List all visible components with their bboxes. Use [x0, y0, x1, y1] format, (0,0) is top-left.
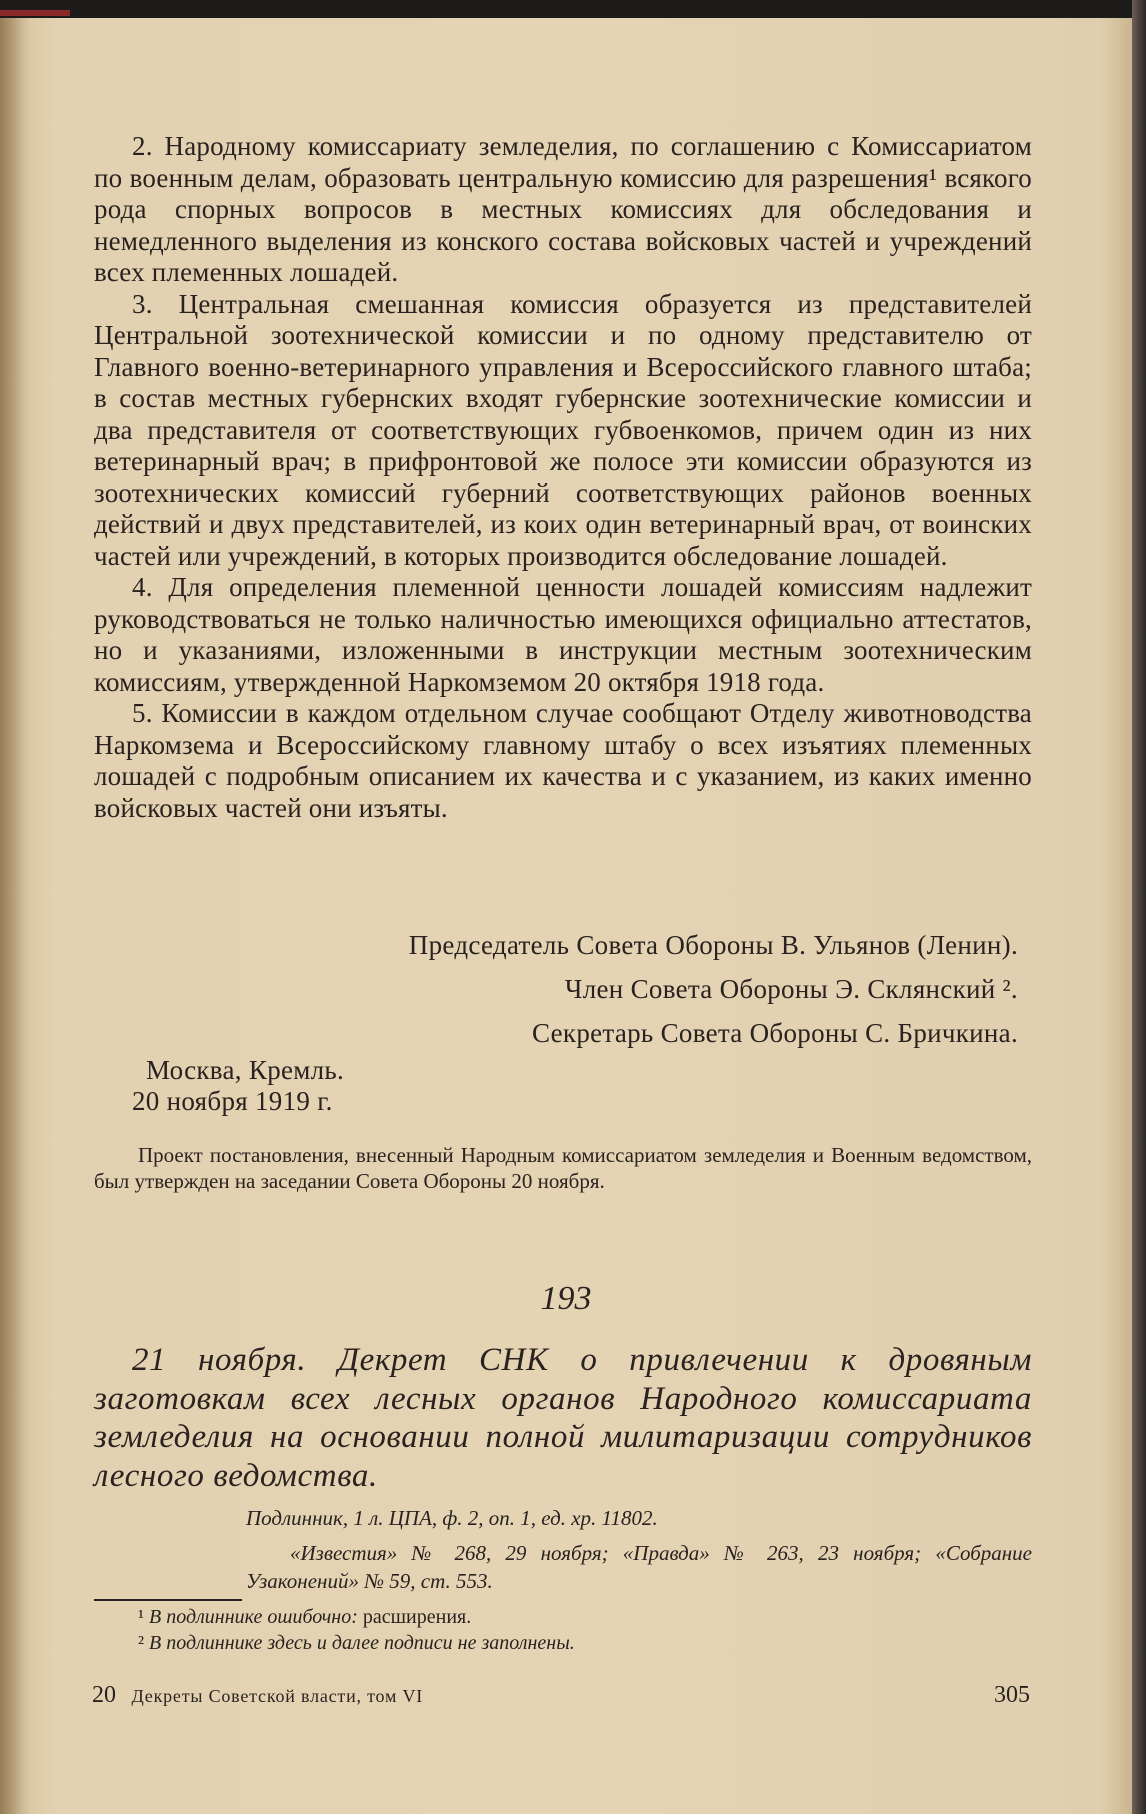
paragraph-2: 2. Народному комиссариату земледелия, по соглашению с Комиссариатом по военным делам, образовать центральную комиссию для разрешения¹ всякого рода спорных вопросов в местных комиссиях для обследования и немедленного выделения из конского состава войсковых частей и учреждений всех племенных лошадей. — [94, 131, 1032, 287]
signature-secretary: Секретарь Совета Обороны С. Бричкина. — [531, 1018, 1018, 1048]
footnote-2 — [138, 1632, 575, 1655]
document-number: 193 — [540, 1280, 592, 1317]
footnote-1-mark: ¹ — [138, 1606, 144, 1628]
paragraph-5: 5. Комиссии в каждом отдельном случае сообщают Отделу животноводства Наркомзема и Всероссийскому главному штабу о всех изъятиях племенных лошадей с подробным описанием их качества и с указанием, из каких именно войсковых частей они изъяты. — [94, 698, 1032, 823]
footnote-rule — [94, 1599, 242, 1601]
paragraph-4: 4. Для определения племенной ценности лошадей комиссиям надлежит руководствоваться не только наличностью имеющихся официально аттестатов, но и указаниями, изложенными в инструкции местным зоотехническим комиссиям, утвержденной Наркомземом 20 октября 1918 года. — [94, 572, 1032, 697]
signature-number: 20 — [92, 1682, 116, 1708]
editorial-note: Проект постановления, внесенный Народным комиссариатом земледелия и Военным ведомством, был утвержден на заседании Совета Обороны 20 ноября. — [94, 1143, 1032, 1193]
place-of-signing: Москва, Кремль. — [146, 1055, 345, 1085]
document-heading: 21 ноября. Декрет СНК о привлечении к дровяным заготовкам всех лесных органов Народного комиссариата земледелия на основании полной милитаризации сотрудников лесного ведомства. — [94, 1342, 1032, 1494]
signature-chairman: Председатель Совета Обороны В. Ульянов (Ленин). — [408, 930, 1018, 960]
signature-member: Член Совета Обороны Э. Склянский ². — [564, 974, 1018, 1004]
book-top-edge — [0, 0, 1146, 18]
date-of-signing: 20 ноября 1919 г. — [132, 1086, 333, 1116]
book-title: Декреты Советской власти, том VI — [131, 1686, 424, 1706]
footnote-1 — [138, 1606, 471, 1629]
binding-stripe — [0, 10, 70, 16]
page-footer — [92, 1682, 423, 1709]
archival-source: Подлинник, 1 л. ЦПА, ф. 2, оп. 1, ед. хр. 11802. — [246, 1506, 658, 1530]
book-page — [0, 18, 1132, 1814]
footnote-2-mark: ² — [138, 1632, 144, 1654]
footnote-2-prefix: В подлиннике здесь и далее подписи не заполнены. — [149, 1632, 575, 1654]
page-number: 305 — [994, 1682, 1030, 1708]
publication-sources: «Известия» № 268, 29 ноября; «Правда» № 263, 23 ноября; «Собрание Узаконений» № 59, ст. 553. — [246, 1541, 1032, 1593]
book-right-edge — [1132, 0, 1146, 1814]
footnote-1-prefix: В подлиннике ошибочно: — [149, 1606, 358, 1628]
paragraph-3: 3. Центральная смешанная комиссия образуется из представителей Центральной зоотехнической комиссии и по одному представителю от Главного военно-ветеринарного управления и Всероссийского главного штаба; в состав местных губернских входят губернские зоотехнические комиссии и два представителя от соответствующих губвоенкомов, причем один из них ветеринарный врач; в прифронтовой же полосе эти комиссии образуются из зоотехнических комиссий губерний соответствующих районов военных действий и двух представителей, из коих один ветеринарный врач, от воинских частей или учреждений, в которых производится обследование лошадей. — [94, 288, 1032, 571]
decree-body — [94, 131, 1032, 824]
footnote-1-text: расширения. — [362, 1606, 472, 1628]
